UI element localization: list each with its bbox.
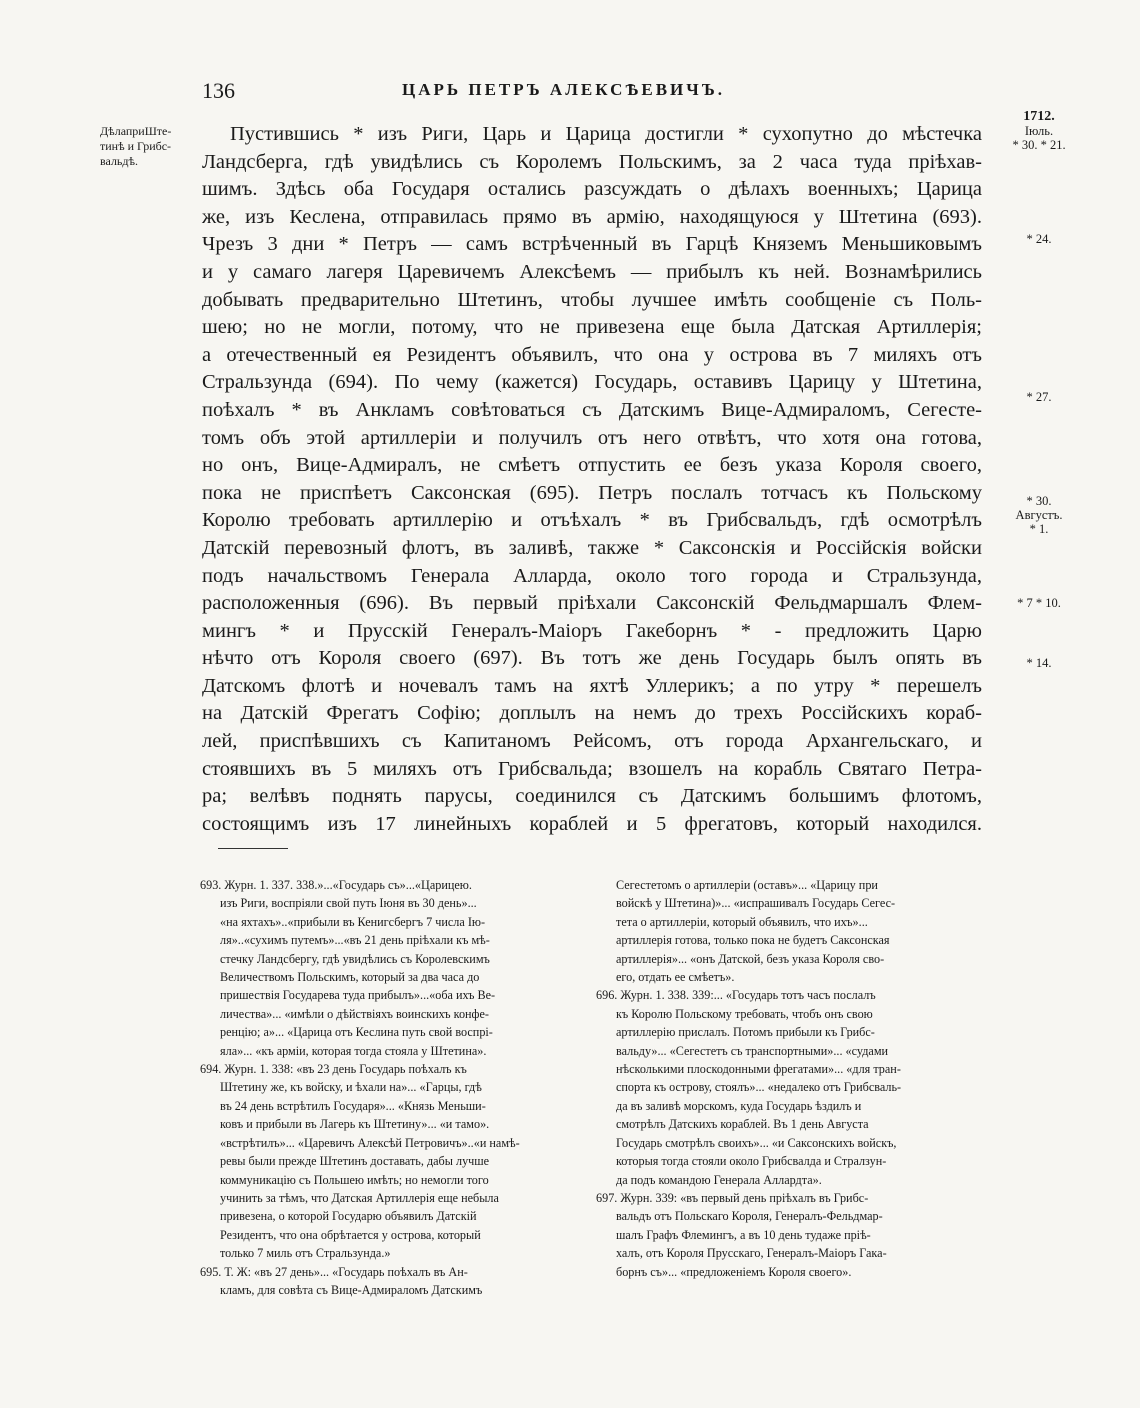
footnote-line: артиллерія готова, только пока не будетъ Саксонская (616, 933, 890, 948)
text-line: Чрезъ 3 дни * Петръ — самъ встрѣченный въ Гарцѣ Княземъ Меньшиковымъ (202, 233, 982, 256)
footnote-line: стечку Ландсбергу, гдѣ увидѣлись съ Королевскимъ (220, 951, 490, 966)
footnote-line: спорта къ острову, стоялъ»... «недалеко отъ Грибсваль- (616, 1080, 902, 1095)
footnote-line: его, отдать ее смѣетъ». (616, 970, 735, 985)
footnote-697 (596, 1189, 984, 1281)
left-margin-line: ДѣлаприШте- (100, 124, 172, 138)
text-line: а отечественный ея Резидентъ объявилъ, что она у острова въ 7 миляхъ отъ (202, 343, 982, 366)
footnote-line: вальду»... «Сегестетъ съ транспортными»... «судами (616, 1043, 889, 1058)
footnote-line: борнъ съ»... «предложеніемъ Короля своего». (616, 1264, 852, 1279)
footnote-line: ковъ и прибыли въ Лагерь къ Штетину»... «и тамо». (220, 1117, 490, 1132)
text-line: ра; велѣвъ поднять парусы, соединился съ Датскимъ большимъ флотомъ, (202, 785, 982, 808)
page-number: 136 (202, 78, 235, 103)
running-head: ЦАРЬ ПЕТРЪ АЛЕКСѢЕВИЧЪ. (402, 80, 725, 99)
margin-date: Іюль. (1024, 124, 1054, 138)
footnote-line: халъ, отъ Короля Прусскаго, Генералъ-Маіоръ Гака- (616, 1246, 887, 1261)
text-line: расположенныя (696). Въ первый пріѣхали Саксонскій Фельдмаршалъ Флем- (202, 592, 982, 615)
footnote-line: пришествія Государева туда прибылъ»...«оба ихъ Ве- (220, 988, 496, 1003)
text-line: на Датскій Фрегатъ Софію; доплылъ на немъ до трехъ Россійскихъ кораб- (202, 702, 982, 725)
footnote-line: яла»... «къ арміи, которая тогда стояла у Штетина». (220, 1043, 487, 1058)
text-line: добывать предварительно Штетинъ, чтобы лучшее имѣть сообщеніе съ Поль- (202, 288, 982, 311)
footnote-line: 697. Журн. 339: «въ первый день пріѣхалъ въ Грибс- (596, 1190, 869, 1205)
text-line: же, изъ Кеслена, отправилась прямо въ армію, находящуюся у Штетина (693). (202, 205, 982, 228)
text-line: но онъ, Вице-Адмиралъ, не смѣетъ отпустить ее безъ указа Короля своего, (202, 454, 982, 477)
footnote-line: 695. Т. Ж: «въ 27 день»... «Государь поѣхалъ въ Ан- (200, 1264, 468, 1279)
footnote-696 (596, 986, 984, 1188)
footnote-line: вальдъ отъ Польскаго Короля, Генералъ-Фельдмар- (616, 1209, 883, 1224)
footnote-line: да подъ командою Генерала Аллардта». (616, 1172, 822, 1187)
footnote-693 (200, 876, 588, 1060)
margin-date: * 27. (1026, 390, 1052, 404)
footnote-line: смотрѣлъ Датскихъ кораблей. Въ 1 день Августа (616, 1117, 869, 1132)
left-margin-note (100, 124, 196, 169)
margin-date: * 24. (1026, 232, 1052, 246)
footnote-line: 696. Журн. 1. 338. 339:... «Государь тотъ часъ послалъ (596, 988, 876, 1003)
text-line: шею; но не могли, потому, что не привезена еще была Датская Артиллерія; (202, 316, 982, 339)
footnote-line: тета о артиллеріи, который объявилъ, что ихъ»... (616, 914, 868, 929)
footnote-line: «на яхтахъ»..«прибыли въ Кенигсбергъ 7 числа Ію- (220, 914, 486, 929)
footnote-line: ля»..«сухимъ путемъ»...«въ 21 день пріѣхали къ мѣ- (220, 933, 490, 948)
footnote-line: ревы были прежде Штетинъ доставать, дабы лучше (220, 1154, 490, 1169)
footnote-694 (200, 1060, 588, 1262)
text-line: нѣчто отъ Короля своего (697). Въ тотъ же день Государь былъ опять въ (202, 647, 982, 670)
footnote-line: ренцію; а»... «Царица отъ Кеслина путь свой воспрі- (220, 1025, 493, 1040)
footnote-line: привезена, о которой Государю объявилъ Датскій (220, 1209, 477, 1224)
main-text (202, 121, 982, 838)
margin-date: Августъ. (1015, 508, 1063, 522)
text-line: подъ начальствомъ Генерала Алларда, около того города и Стральзунда, (202, 564, 982, 587)
footnote-line: Сегестетомъ о артиллеріи (оставъ»... «Царицу при (616, 878, 878, 892)
footnote-line: «встрѣтилъ»... «Царевичъ Алексѣй Петровичъ»..«и намѣ- (220, 1135, 520, 1150)
margin-year: 1712. (1023, 109, 1055, 124)
footnote-line: Государь смотрѣлъ своихъ»... «и Саксонскихъ войскъ, (616, 1135, 897, 1150)
footnote-line: шалъ Графъ Флемингъ, а въ 10 день тудаже пріѣ- (616, 1227, 871, 1242)
footnote-line: войскѣ у Штетина)»... «испрашивалъ Государь Сегес- (616, 896, 896, 911)
text-line: мингъ * и Прусскій Генералъ-Маіоръ Гакеборнъ * - предложить Царю (202, 619, 982, 642)
text-line: и у самаго лагеря Царевичемъ Алексѣемъ — прибылъ къ ней. Вознамѣрились (202, 260, 982, 283)
footnote-line: артиллерія»... «онъ Датской, безъ указа Короля сво- (616, 951, 885, 966)
text-line: томъ объ этой артиллеріи и получилъ отъ него отвѣтъ, что хотя она готова, (202, 426, 982, 449)
text-line: стоявшихъ въ 5 миляхъ отъ Грибсвальда; взошелъ на корабль Святаго Петра- (202, 757, 982, 780)
footnote-line: 693. Журн. 1. 337. 338.»...«Государь съ»...«Царицею. (200, 878, 472, 892)
footnote-695 (200, 1263, 588, 1300)
text-line: состоящимъ изъ 17 линейныхъ кораблей и 5 фрегатовъ, который находился. (202, 812, 982, 835)
footnote-line: Штетину же, къ войску, и ѣхали на»... «Гарцы, гдѣ (220, 1080, 482, 1095)
margin-date: * 1. (1029, 522, 1049, 536)
footnote-695-continued (596, 876, 984, 986)
footnote-line: къ Королю Польскому требовать, чтобъ онъ свою (616, 1006, 873, 1021)
footnote-line: только 7 миль отъ Стральзунда.» (220, 1246, 391, 1261)
footnotes-right-column (596, 876, 984, 1281)
text-line: Пустившись * изъ Риги, Царь и Царица достигли * сухопутно до мѣстечка (230, 123, 982, 145)
text-line: Датскомъ флотѣ и ночевалъ тамъ на яхтѣ Уллерикъ; а по утру * перешелъ (202, 674, 982, 697)
footnote-line: Величествомъ Польскимъ, который за два часа до (220, 970, 480, 985)
left-margin-line: тинѣ и Грибс- (100, 139, 172, 153)
footnote-line: въ 24 день встрѣтилъ Государя»... «Князь Меньши- (220, 1098, 486, 1113)
text-line: лей, приспѣвшихъ съ Капитаномъ Рейсомъ, отъ города Архангельскаго, и (202, 730, 982, 753)
footnote-line: учинить за тѣмъ, что Датская Артиллерія еще небыла (220, 1190, 499, 1205)
margin-date: * 14. (1026, 656, 1052, 670)
footnote-line: личества»... «имѣли о дѣйствіяхъ воинскихъ конфе- (220, 1006, 489, 1021)
text-line: Стральзунда (694). По чему (кажется) Государь, оставивъ Царицу у Штетина, (202, 371, 982, 394)
text-line: шимъ. Здѣсь оба Государя остались разсуждать о дѣлахъ военныхъ; Царица (202, 178, 982, 201)
footnote-line: артиллерію прислалъ. Потомъ прибыли къ Грибс- (616, 1025, 875, 1040)
footnote-line: коммуникацію съ Польшею имѣть; но немогли того (220, 1172, 489, 1187)
left-margin-line: вальдѣ. (100, 154, 139, 168)
text-line: Датскій перевозный флотъ, въ заливѣ, также * Саксонскія и Россійскія войски (202, 536, 982, 559)
text-line: Королю требовать артиллерію и отъѣхалъ * въ Грибсвальдъ, гдѣ осмотрѣлъ (202, 509, 982, 532)
margin-date: * 30. * 21. (1012, 138, 1066, 152)
footnote-line: 694. Журн. 1. 338: «въ 23 день Государь поѣхалъ къ (200, 1062, 467, 1077)
footnote-line: кламъ, для совѣта съ Вице-Адмираломъ Датскимъ (220, 1282, 483, 1297)
footnote-line: нѣсколькими плоскодонными фрегатами»... «для тран- (616, 1062, 901, 1077)
text-line: Ландсберга, гдѣ увидѣлись съ Королемъ Польскимъ, за 2 часа туда пріѣхав- (202, 150, 982, 173)
footnote-line: которыя тогда стояли около Грибсвалда и Стралзун- (616, 1154, 887, 1169)
text-line: пока не приспѣетъ Саксонская (695). Петръ послалъ тотчасъ къ Польскому (202, 481, 982, 504)
footnote-line: изъ Риги, воспріяли свой путь Іюня въ 30 день»... (220, 896, 477, 911)
margin-date: * 7 * 10. (1017, 596, 1061, 610)
footnote-line: да въ заливѣ морскомъ, куда Государь ѣздилъ и (616, 1098, 862, 1113)
footnotes-left-column (200, 876, 588, 1299)
footnote-line: Резидентъ, что она обрѣтается у острова, который (220, 1227, 481, 1242)
margin-date: * 30. (1026, 494, 1052, 508)
text-line: поѣхалъ * въ Анкламъ совѣтоваться съ Датскимъ Вице-Адмираломъ, Сегесте- (202, 398, 982, 421)
footnote-rule (218, 848, 288, 849)
